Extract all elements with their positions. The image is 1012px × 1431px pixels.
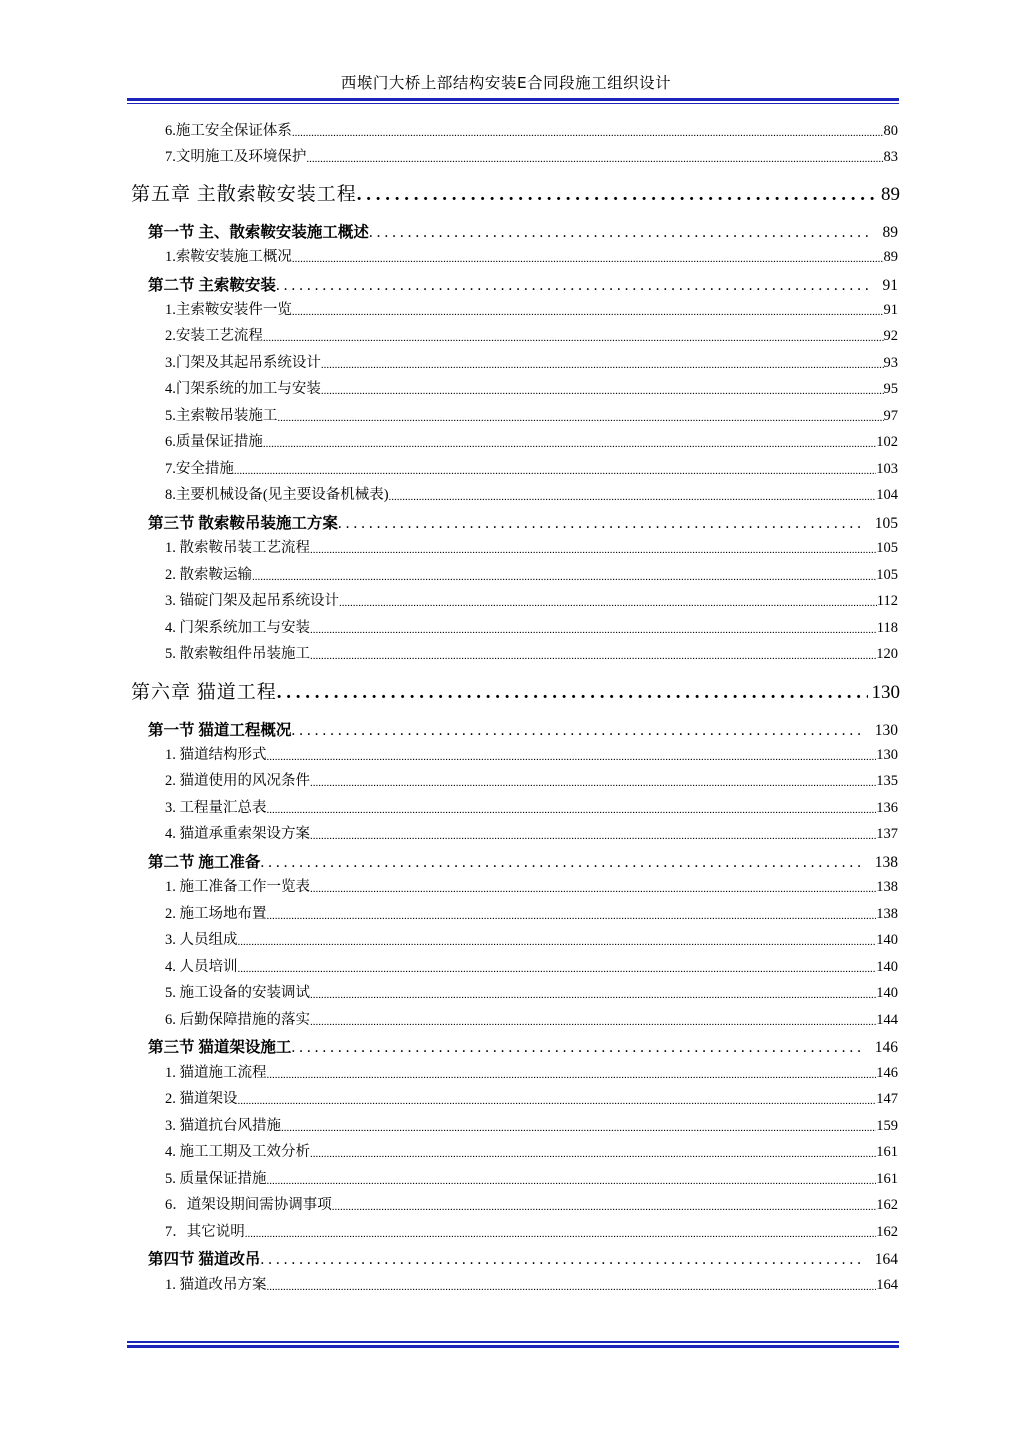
toc-chapter[interactable]	[131, 676, 900, 704]
dot-leader	[321, 359, 884, 372]
toc-item[interactable]	[165, 1219, 898, 1241]
toc-page-number: 135	[876, 773, 898, 789]
toc-page-number: 161	[876, 1171, 898, 1187]
toc-page-number: 83	[883, 149, 898, 165]
toc-item[interactable]	[165, 1007, 898, 1029]
toc-page-number: 146	[874, 1039, 898, 1056]
dot-leader	[292, 253, 884, 266]
toc-item[interactable]	[165, 1139, 898, 1161]
dot-leader	[276, 277, 873, 295]
toc-page-number: 144	[876, 1012, 898, 1028]
toc-page-number: 130	[876, 747, 898, 763]
toc-page-number: 112	[876, 593, 898, 609]
toc-page-number: 104	[876, 487, 898, 503]
dot-leader	[310, 989, 876, 1002]
toc-item[interactable]	[165, 901, 898, 923]
toc-section[interactable]	[148, 1245, 898, 1269]
toc-item[interactable]	[165, 821, 898, 843]
dot-leader	[267, 1069, 877, 1082]
dot-leader	[338, 515, 865, 533]
dot-leader	[310, 1016, 876, 1029]
toc-item[interactable]	[165, 1086, 898, 1108]
toc-item[interactable]	[165, 954, 898, 976]
toc-section-label: 第一节 猫道工程概况	[148, 722, 292, 739]
dot-leader	[310, 544, 876, 557]
toc-page-number: 93	[883, 355, 898, 371]
toc-item-label: 7.安全措施	[165, 461, 234, 477]
toc-chapter-label: 第五章 主散索鞍安装工程	[131, 184, 357, 205]
toc-item[interactable]	[165, 562, 898, 584]
toc-page-number: 147	[876, 1091, 898, 1107]
toc-page-number: 105	[874, 515, 898, 532]
toc-item[interactable]	[165, 1192, 898, 1214]
dot-leader	[306, 153, 883, 166]
toc-page-number: 130	[874, 722, 898, 739]
toc-page-number: 140	[876, 959, 898, 975]
toc-page-number: 137	[876, 826, 898, 842]
toc-item-label: 5. 质量保证措施	[165, 1171, 267, 1187]
dot-leader	[267, 910, 877, 923]
toc-item-label: 6．道架设期间需协调事项	[165, 1197, 332, 1213]
toc-section[interactable]	[148, 218, 898, 242]
toc-page-number: 91	[882, 277, 898, 294]
toc-chapter[interactable]	[131, 178, 900, 206]
toc-page-number: 92	[883, 328, 898, 344]
toc-item[interactable]	[165, 980, 898, 1002]
dot-leader	[310, 650, 876, 663]
dot-leader	[357, 184, 877, 206]
toc-item[interactable]	[165, 615, 898, 637]
toc-item-label: 3.门架及其起吊系统设计	[165, 355, 321, 371]
toc-page-number: 80	[883, 123, 898, 139]
toc-page-number: 95	[883, 381, 898, 397]
toc-page-number: 91	[883, 302, 898, 318]
dot-leader	[234, 465, 876, 478]
toc-page-number: 89	[883, 249, 898, 265]
dot-leader	[263, 332, 884, 345]
toc-section-label: 第一节 主、散索鞍安装施工概述	[148, 224, 369, 241]
toc-item[interactable]	[165, 403, 898, 425]
toc-section[interactable]	[148, 509, 898, 533]
header-rule-thin	[127, 103, 899, 104]
toc-page-number: 130	[871, 682, 900, 703]
toc-item-label: 1. 施工准备工作一览表	[165, 879, 310, 895]
toc-section[interactable]	[148, 1033, 898, 1057]
toc-page-number: 138	[876, 906, 898, 922]
toc-item-label: 6. 后勤保障措施的落实	[165, 1012, 310, 1028]
toc-item[interactable]	[165, 742, 898, 764]
toc-item-label: 6.质量保证措施	[165, 434, 263, 450]
toc-page-number: 140	[876, 985, 898, 1001]
toc-item-label: 5. 散索鞍组件吊装施工	[165, 646, 310, 662]
toc-item-label: 4. 人员培训	[165, 959, 238, 975]
toc-item[interactable]	[165, 768, 898, 790]
toc-item-label: 4.门架系统的加工与安装	[165, 381, 321, 397]
header-rule-thick	[127, 98, 899, 101]
toc-item[interactable]	[165, 244, 898, 266]
toc-item-label: 7.文明施工及环境保护	[165, 149, 307, 165]
toc-item-label: 2. 散索鞍运输	[165, 567, 252, 583]
toc-item-label: 3. 工程量汇总表	[165, 800, 267, 816]
toc-page-number: 102	[876, 434, 898, 450]
toc-item-label: 7．其它说明	[165, 1224, 245, 1240]
toc-item-label: 2. 猫道使用的风况条件	[165, 773, 310, 789]
toc-page-number: 159	[876, 1118, 898, 1134]
toc-section-label: 第三节 猫道架设施工	[148, 1039, 292, 1056]
toc-page-number: 103	[876, 461, 898, 477]
dot-leader	[267, 804, 877, 817]
toc-item-label: 1.主索鞍安装件一览	[165, 302, 292, 318]
dot-leader	[292, 306, 884, 319]
dot-leader	[252, 571, 876, 584]
toc-item-label: 4. 施工工期及工效分析	[165, 1144, 310, 1160]
dot-leader	[267, 1281, 877, 1294]
dot-leader	[332, 1201, 877, 1214]
dot-leader	[310, 777, 876, 790]
toc-item-label: 1. 猫道施工流程	[165, 1065, 267, 1081]
toc-page-number: 97	[883, 408, 898, 424]
dot-leader	[310, 830, 876, 843]
dot-leader	[321, 385, 884, 398]
toc-item[interactable]	[165, 874, 898, 896]
toc-item-label: 5. 施工设备的安装调试	[165, 985, 310, 1001]
toc-page-number: 89	[882, 224, 898, 241]
toc-item[interactable]	[165, 376, 898, 398]
dot-leader	[291, 1039, 864, 1057]
toc-item-label: 2. 施工场地布置	[165, 906, 267, 922]
dot-leader	[291, 722, 864, 740]
dot-leader	[238, 963, 877, 976]
toc-page-number: 105	[876, 567, 898, 583]
dot-leader	[369, 224, 873, 242]
dot-leader	[310, 624, 877, 637]
toc-item[interactable]	[165, 482, 898, 504]
toc-item-label: 2. 猫道架设	[165, 1091, 238, 1107]
toc-page-number: 138	[876, 879, 898, 895]
toc-section[interactable]	[148, 716, 898, 740]
toc-section[interactable]	[148, 848, 898, 872]
toc-section-label: 第四节 猫道改吊	[148, 1251, 261, 1268]
dot-leader	[277, 682, 868, 704]
dot-leader	[339, 597, 877, 610]
toc-item[interactable]	[165, 641, 898, 663]
toc-item-label: 1. 猫道改吊方案	[165, 1277, 267, 1293]
toc-item-label: 4. 门架系统加工与安装	[165, 620, 310, 636]
toc-item-label: 1. 散索鞍吊装工艺流程	[165, 540, 310, 556]
dot-leader	[292, 127, 884, 140]
toc-item[interactable]	[165, 927, 898, 949]
toc-item-label: 8.主要机械设备(见主要设备机械表)	[165, 487, 389, 503]
toc-page-number: 161	[876, 1144, 898, 1160]
toc-page-number: 120	[876, 646, 898, 662]
toc-page-number: 89	[881, 184, 900, 205]
toc-item[interactable]	[165, 297, 898, 319]
toc-page-number: 162	[876, 1224, 898, 1240]
toc-item[interactable]	[165, 535, 898, 557]
toc-item[interactable]	[165, 795, 898, 817]
toc-page-number: 162	[876, 1197, 898, 1213]
toc-item[interactable]	[165, 429, 898, 451]
toc-item-label: 6.施工安全保证体系	[165, 123, 292, 139]
toc-item[interactable]	[165, 1166, 898, 1188]
toc-section-label: 第二节 施工准备	[148, 854, 261, 871]
dot-leader	[260, 854, 864, 872]
toc-item[interactable]	[165, 588, 898, 610]
toc-page-number: 164	[874, 1251, 898, 1268]
dot-leader	[267, 1175, 877, 1188]
toc-page-number: 138	[874, 854, 898, 871]
toc-item-label: 2.安装工艺流程	[165, 328, 263, 344]
toc-section-label: 第二节 主索鞍安装	[148, 277, 276, 294]
toc-page-number: 136	[876, 800, 898, 816]
dot-leader	[267, 751, 877, 764]
toc-item-label: 4. 猫道承重索架设方案	[165, 826, 310, 842]
toc-page-number: 118	[876, 620, 898, 636]
toc-item[interactable]	[165, 1113, 898, 1135]
toc-item[interactable]	[165, 1060, 898, 1082]
toc-item[interactable]	[165, 118, 898, 140]
dot-leader	[389, 491, 877, 504]
dot-leader	[245, 1228, 877, 1241]
toc-item[interactable]	[165, 144, 898, 166]
footer-rule-thick	[127, 1345, 899, 1348]
toc-page-number: 164	[876, 1277, 898, 1293]
toc-item[interactable]	[165, 1272, 898, 1294]
toc-chapter-label: 第六章 猫道工程	[131, 682, 277, 703]
toc-item-label: 3. 锚碇门架及起吊系统设计	[165, 593, 339, 609]
toc-item-label: 1.索鞍安装施工概况	[165, 249, 292, 265]
toc-section-label: 第三节 散索鞍吊装施工方案	[148, 515, 338, 532]
dot-leader	[260, 1251, 864, 1269]
dot-leader	[310, 883, 876, 896]
toc-item-label: 3. 猫道抗台风措施	[165, 1118, 281, 1134]
document-title: 西堠门大桥上部结构安装E合同段施工组织设计	[340, 74, 672, 92]
toc-item-label: 5.主索鞍吊装施工	[165, 408, 278, 424]
dot-leader	[310, 1148, 876, 1161]
toc-item-label: 3. 人员组成	[165, 932, 238, 948]
dot-leader	[277, 412, 883, 425]
footer-rule-thin	[127, 1341, 899, 1343]
toc-section[interactable]	[148, 271, 898, 295]
toc-page-number: 140	[876, 932, 898, 948]
toc-page-number: 146	[876, 1065, 898, 1081]
dot-leader	[238, 936, 877, 949]
toc-item[interactable]	[165, 456, 898, 478]
toc-page-number: 105	[876, 540, 898, 556]
dot-leader	[263, 438, 876, 451]
dot-leader	[238, 1095, 877, 1108]
dot-leader	[281, 1122, 876, 1135]
toc-item[interactable]	[165, 350, 898, 372]
toc-item-label: 1. 猫道结构形式	[165, 747, 267, 763]
toc-item[interactable]	[165, 323, 898, 345]
